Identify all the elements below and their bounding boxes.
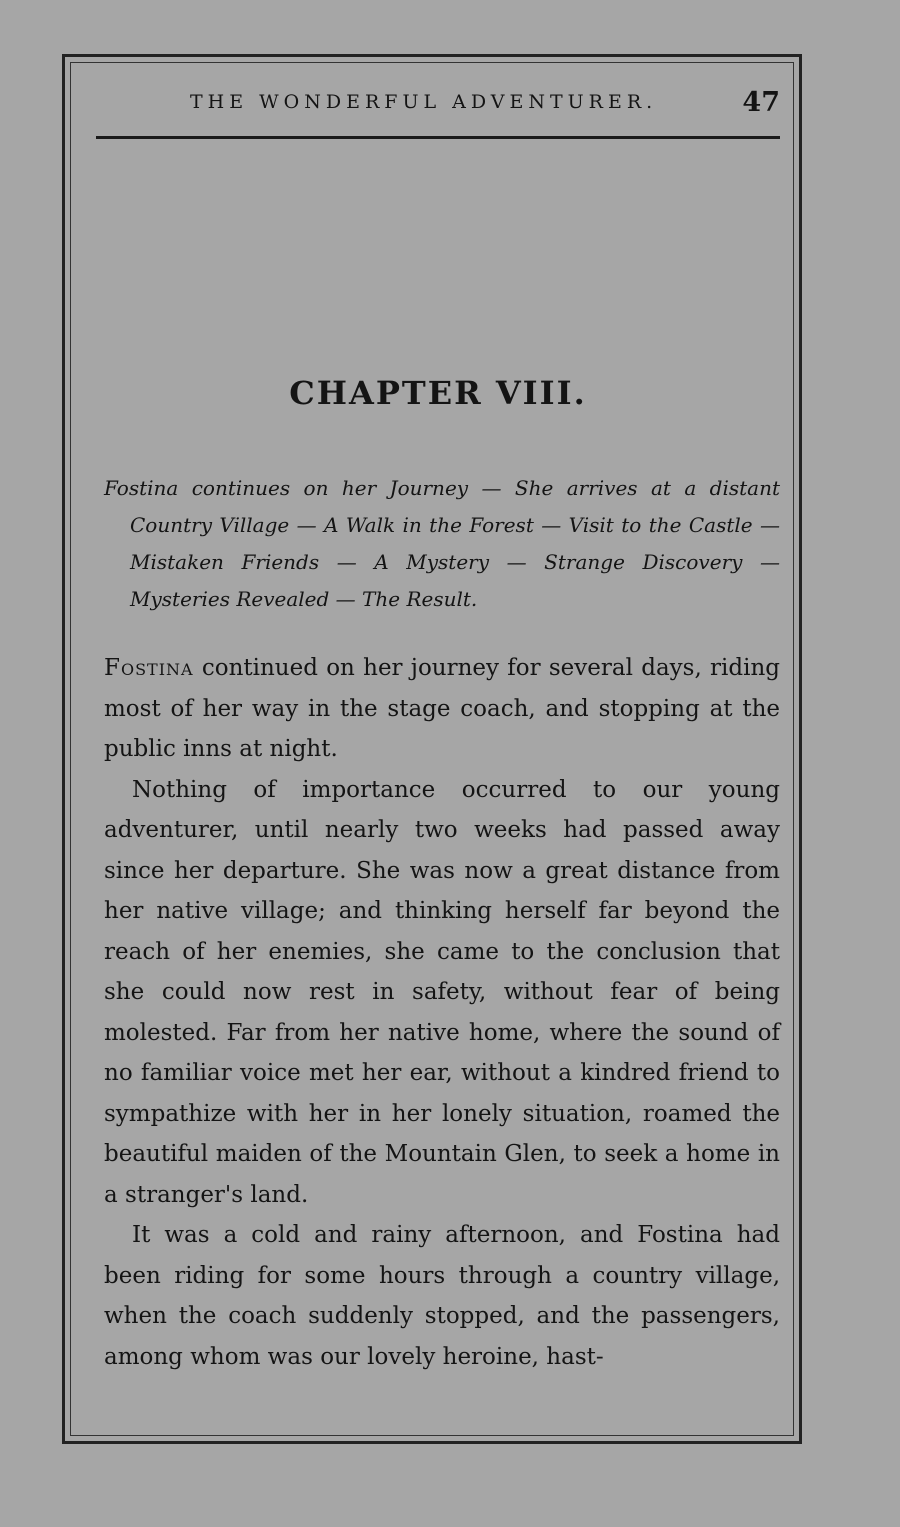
body-text: [104, 648, 780, 1377]
running-title: THE WONDERFUL ADVENTURER.: [190, 91, 658, 113]
running-head: [96, 84, 780, 120]
paragraph-3: It was a cold and rainy afternoon, and Fostina had been riding for some hours through a country village, when the coach suddenly stopped, and the passengers, among whom was our lovely heroine, hast-: [104, 1222, 780, 1370]
paragraph-lead-word: Fostina: [104, 655, 194, 681]
chapter-heading: CHAPTER VIII.: [289, 374, 587, 412]
page-number: 47: [742, 86, 780, 118]
paragraph-1-text: continued on her journey for several days, riding most of her way in the stage coach, and stopping at the public inns at night.: [104, 655, 780, 762]
header-rule: [96, 136, 780, 139]
paragraph-1: [104, 648, 780, 770]
chapter-synopsis: Fostina continues on her Journey — She arrives at a distant Country Village — A Walk in the Forest — Visit to the Castle — Mistaken Friends — A Mystery — Strange Discovery — Mysteries Revealed — The Result.: [104, 476, 780, 611]
paragraph-2: Nothing of importance occurred to our young adventurer, until nearly two weeks had passed away since her departure. She was now a great distance from her native village; and thinking herself far beyond the reach of her enemies, she came to the conclusion that she could now rest in safety, without fear of being molested. Far from her native home, where the sound of no familiar voice met her ear, without a kindred friend to sympathize with her in her lonely situation, roamed the beautiful maiden of the Mountain Glen, to seek a home in a stranger's land.: [104, 776, 780, 1208]
